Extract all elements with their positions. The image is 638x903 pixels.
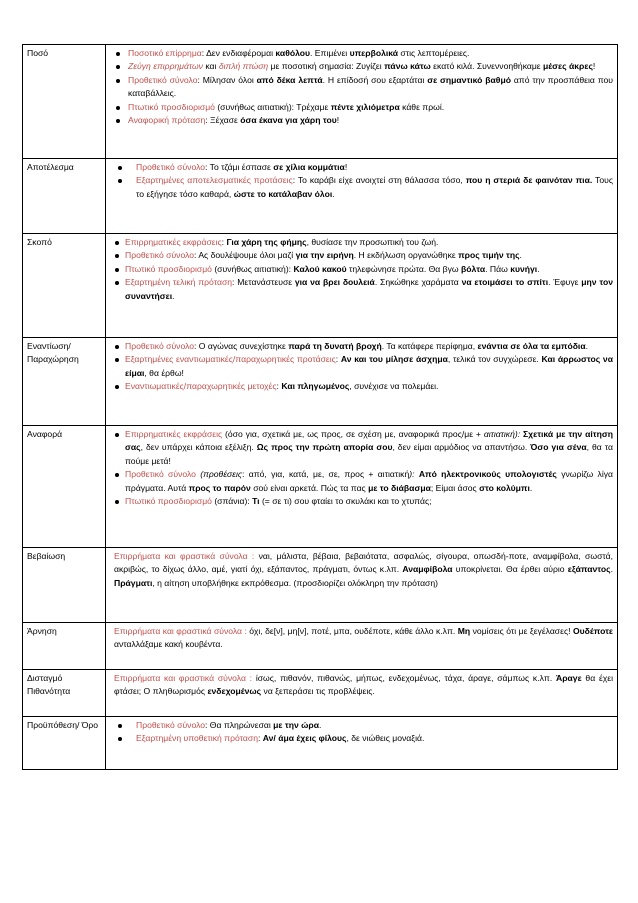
example-highlight: ενάντια σε όλα τα εμπόδια — [477, 341, 586, 351]
term-label: Επιρρήματα και φραστικά σύνολα : — [114, 673, 253, 683]
term-label: Εξαρτημένες εναντιωματικές/παραχωρητικές προτάσεις — [125, 354, 336, 365]
list-item — [114, 380, 613, 393]
term-label: Εξαρτημένη υποθετική πρόταση — [136, 733, 258, 744]
category-cell — [23, 623, 106, 670]
term-label: Πτωτικό προσδιορισμό — [125, 496, 212, 507]
example-highlight: όσα έκανα για χάρη του — [240, 115, 337, 126]
body-text: , συνέχισε να πολεμάει. — [349, 381, 439, 392]
content-cell — [106, 234, 618, 338]
term-label: Προθετικό σύνολο — [136, 720, 206, 730]
body-text: με ποσοτική σημασία: Ζυγίζει — [268, 61, 385, 72]
example-highlight: Αναμφίβολα — [402, 564, 453, 575]
bullet-list — [114, 340, 613, 394]
body-text: : — [257, 733, 263, 744]
term-label: Πτωτικό προσδιορισμό — [128, 101, 215, 112]
list-item — [114, 236, 613, 249]
body-text: ! — [336, 115, 340, 126]
note-text: αιτιατική): — [483, 429, 524, 439]
body-text: στις λεπτομέρειες. — [398, 48, 470, 58]
example-highlight: Μη — [457, 626, 471, 636]
term-label: Εξαρτημένες αποτελεσματικές προτάσεις — [136, 175, 293, 186]
list-item — [114, 732, 613, 745]
bullet-list — [114, 161, 613, 201]
body-text: : — [276, 381, 282, 392]
category-cell — [23, 548, 106, 623]
category-label: Άρνηση — [27, 626, 57, 636]
body-text: . — [519, 250, 522, 261]
content-cell — [106, 623, 618, 670]
category-cell — [23, 426, 106, 548]
body-text: και — [202, 61, 219, 72]
example-highlight: Πράγματι — [114, 577, 153, 588]
term-label: Εναντιωματικές/παραχωρητικές μετοχές — [125, 381, 277, 392]
example-highlight: Σχετικά με την αίτηση σας — [125, 429, 613, 453]
example-highlight: Για χάρη της φήμης — [226, 237, 307, 247]
content-paragraph — [114, 672, 613, 699]
body-text: . — [172, 290, 175, 301]
body-text: υποκρίνεται. Θα έρθει αύριο — [452, 564, 568, 575]
term-label: Αναφορική πρόταση — [128, 115, 206, 126]
category-cell — [23, 717, 106, 770]
body-text: . Έφυγε — [548, 277, 582, 288]
body-text: Τους το εξήγησε τόσο καθαρά, — [136, 175, 613, 199]
term-label: Επιρρηματικές εκφράσεις — [125, 429, 223, 439]
example-highlight: προς το παρόν — [188, 482, 251, 493]
example-highlight: Και άρρωστος να είμαι — [125, 354, 613, 378]
list-item — [114, 428, 613, 468]
list-item — [114, 353, 613, 380]
example-highlight: με το διάβασμα — [368, 482, 431, 493]
body-text: (συνήθως αιτιατική): — [211, 263, 294, 274]
list-item — [114, 74, 613, 101]
category-label: Βεβαίωση — [27, 551, 66, 561]
term-label: Επιρρηματικές εκφράσεις — [125, 237, 222, 247]
body-text: : Ας δουλέψουμε όλοι μαζί — [194, 250, 296, 261]
body-text: τηλεφώνησε πρώτα. Θα βγω — [346, 263, 461, 274]
body-text: , θα έρθω! — [144, 367, 184, 378]
body-text: , δεν υπάρχει κάποια εξέλιξη. — [140, 442, 257, 453]
list-item — [114, 719, 613, 732]
body-text: να ξεπεράσει τις προβλέψεις. — [261, 686, 375, 697]
example-highlight: Καλού κακού — [293, 263, 347, 274]
example-highlight: ενδεχομένως — [207, 686, 262, 697]
example-highlight: προς τιμήν της — [458, 250, 520, 261]
category-cell — [23, 45, 106, 159]
term-label: Πτωτικό προσδιορισμό — [125, 263, 212, 274]
body-text: : Θα πληρώνεσαι — [205, 720, 274, 730]
table-body — [23, 45, 618, 770]
bullet-list — [114, 47, 613, 127]
example-highlight: εξάπαντος — [567, 564, 611, 575]
example-highlight: υπερβολικά — [349, 48, 399, 58]
table-row — [23, 159, 618, 234]
table-row — [23, 45, 618, 159]
usage-table — [22, 44, 618, 770]
category-cell — [23, 159, 106, 234]
example-highlight: Αν και του μίλησε άσχημα — [340, 354, 448, 365]
content-cell — [106, 159, 618, 234]
table-row — [23, 548, 618, 623]
example-highlight: Ως προς την πρώτη απορία σου — [256, 442, 393, 453]
content-paragraph — [114, 625, 613, 652]
example-highlight: Άραγε — [555, 673, 582, 683]
body-text: . Σηκώθηκε χαράματα — [374, 277, 462, 288]
list-item — [114, 161, 613, 174]
body-text: (= σε τι) σου φταίει το σκυλάκι και το χτυπάς; — [259, 496, 432, 507]
list-item — [114, 276, 613, 303]
bullet-list — [114, 719, 613, 746]
term-label: Προθετικό σύνολο — [125, 250, 195, 261]
example-highlight: Ουδέποτε — [572, 626, 613, 636]
body-text: ίσως, πιθανόν, πιθανώς, μήπως, ενδεχομένως, τάχα, άραγε, σάμπως κ.λπ. — [252, 673, 556, 683]
body-text: : Μίλησαν όλοι — [197, 74, 257, 85]
list-item — [114, 101, 613, 114]
body-text: σού είναι αρκετά. Πώς τα πας — [250, 482, 369, 493]
body-text: . Τα κατάφερε περίφημα, — [381, 341, 478, 351]
category-label: Σκοπό — [27, 237, 52, 247]
body-text: εκατό κιλά. Συνεννοηθήκαμε — [430, 61, 544, 72]
body-text: : Το καράβι είχε ανοιχτεί στη θάλασσα τόσο, — [292, 175, 466, 186]
category-label: Αναφορά — [27, 429, 63, 439]
content-cell — [106, 45, 618, 159]
content-cell — [106, 338, 618, 426]
table-row — [23, 234, 618, 338]
table-row — [23, 426, 618, 548]
list-item — [114, 495, 613, 508]
body-text: ; Είμαι άσος — [430, 482, 480, 493]
body-text: . Επιμένει — [310, 48, 350, 58]
body-text: : από, για, κατά, με, σε, προς + αιτιατική — [242, 469, 410, 480]
content-cell — [106, 426, 618, 548]
body-text: : Ο αγώνας συνεχίστηκε — [194, 341, 289, 351]
example-highlight: Και πληγωμένος — [281, 381, 350, 392]
example-highlight: για την ειρήνη — [295, 250, 354, 261]
body-text: από την προσπάθεια που καταβάλλεις. — [128, 74, 613, 99]
term-label: Εξαρτημένη τελική πρόταση — [125, 277, 233, 288]
example-highlight: για να βρει δουλειά — [294, 277, 375, 288]
body-text: . Η επίδοσή σου εξαρτάται — [322, 74, 428, 85]
note-text: (προθέσεις — [195, 469, 243, 480]
body-text: ! — [592, 61, 596, 72]
example-highlight: να ετοιμάσει το σπίτι — [461, 277, 549, 288]
list-item — [114, 114, 613, 127]
example-highlight: Όσο για σένα — [530, 442, 587, 453]
category-cell — [23, 670, 106, 717]
example-highlight: πέντε χιλιόμετρα — [330, 101, 400, 112]
bullet-list — [114, 428, 613, 508]
content-cell — [106, 670, 618, 717]
body-text: νομίσεις ότι με ξεγέλασες! — [470, 626, 573, 636]
term-label: Ζεύγη επιρρημάτων — [128, 61, 203, 72]
body-text: . Πάω — [485, 263, 511, 274]
term-label: Προθετικό σύνολο — [136, 162, 206, 172]
body-text: (συνήθως αιτιατική): Τρέχαμε — [214, 101, 331, 112]
category-cell — [23, 338, 106, 426]
note-text: ): — [409, 469, 419, 480]
list-item — [114, 249, 613, 262]
example-highlight: μέσες άκρες — [543, 61, 593, 72]
term-label: Επιρρήματα και φραστικά σύνολα : — [114, 551, 255, 561]
example-highlight: καθόλου — [275, 48, 311, 58]
category-label: Αποτέλεσμα — [27, 162, 74, 172]
category-label: Προϋπόθεση/ Όρο — [27, 720, 99, 730]
body-text: (σπάνια): — [211, 496, 253, 507]
body-text: : Το τζάμι έσπασε — [205, 162, 274, 172]
body-text: : Μετανάστευσε — [232, 277, 295, 288]
category-label: Εναντίωση/ Παραχώρηση — [27, 341, 79, 365]
example-highlight: πάνω κάτω — [384, 61, 431, 72]
table-row — [23, 717, 618, 770]
body-text: . — [585, 341, 588, 351]
body-text: όχι, δε[ν], μη[ν], ποτέ, μπα, ουδέποτε, κάθε άλλο κ.λπ. — [246, 626, 458, 636]
term-label: Προθετικό σύνολο — [125, 341, 195, 351]
body-text: . Η εκδήλωση οργανώθηκε — [353, 250, 459, 261]
body-text: , τελικά τον συγχώρεσε. — [447, 354, 542, 365]
document-page — [22, 44, 618, 770]
body-text: , θυσίασε την προσωπική του ζωή. — [306, 237, 439, 247]
term-label: Επιρρήματα και φραστικά σύνολα : — [114, 626, 247, 636]
list-item — [114, 174, 613, 201]
body-text: . — [318, 720, 322, 730]
term-label: διπλή πτώση — [218, 61, 269, 72]
body-text: ανταλλάξαμε κακή κουβέντα. — [114, 639, 223, 650]
body-text: ! — [344, 162, 348, 172]
category-label: Ποσό — [27, 48, 49, 58]
body-text: , θα τα πούμε μετά! — [125, 442, 613, 466]
body-text: γνωρίζω λίγα πράγματα. Αυτά — [125, 469, 613, 493]
table-row — [23, 623, 618, 670]
category-label: Δισταγμό Πιθανότητα — [27, 673, 71, 697]
body-text: . — [537, 263, 540, 274]
body-text: : — [335, 354, 341, 365]
category-cell — [23, 234, 106, 338]
example-highlight: Αν/ άμα έχεις φίλους — [262, 733, 347, 744]
example-highlight: με την ώρα — [273, 720, 319, 730]
list-item — [114, 340, 613, 353]
body-text: : Ξέχασε — [205, 115, 241, 126]
content-cell — [106, 717, 618, 770]
list-item — [114, 60, 613, 73]
list-item — [114, 47, 613, 60]
example-highlight: σε χίλια κομμάτια — [273, 162, 345, 172]
list-item — [114, 468, 613, 495]
bullet-list — [114, 236, 613, 303]
body-text: ναι, μάλιστα, βέβαια, βεβαιότατα, ασφαλώς, σίγουρα, οπωσδή-ποτε, αναμφίβολα, σωστά, ακριβώς, το δίχως άλλο, αμέ, γιατί όχι, εξάπαντος, πράγματι, όντως κ.λπ. — [114, 551, 613, 575]
body-text: : Δεν ενδιαφέρομαι — [201, 48, 276, 58]
content-paragraph — [114, 550, 613, 590]
body-text: , δεν είμαι αρμόδιος να απαντήσω. — [392, 442, 531, 453]
table-row — [23, 670, 618, 717]
example-highlight: στο κολύμπι — [479, 482, 530, 493]
body-text: θα έχει φτάσει; Ο πληθωρισμός — [114, 673, 614, 697]
content-cell — [106, 548, 618, 623]
example-highlight: βόλτα — [460, 263, 486, 274]
example-highlight: από δέκα λεπτά — [256, 74, 323, 85]
body-text: , η αίτηση υποβλήθηκε εκπρόθεσμα. (προσδιορίζει ολόκληρη την πρόταση) — [152, 577, 439, 588]
example-highlight: σε σημαντικό βαθμό — [427, 74, 511, 85]
example-highlight: που η στεριά δε φαινόταν πια. — [465, 175, 593, 186]
example-highlight: κυνήγι — [510, 263, 538, 274]
body-text: (όσο για, σχετικά με, ως προς, σε σχέση με, αναφορικά προς/με + — [222, 429, 484, 439]
term-label: Προθετικό σύνολο — [125, 469, 196, 480]
body-text: . — [529, 482, 533, 493]
example-highlight: μην τον συναντήσει — [125, 277, 613, 301]
list-item — [114, 263, 613, 276]
term-label: Προθετικό σύνολο — [128, 74, 198, 85]
body-text: : — [221, 237, 227, 247]
table-row — [23, 338, 618, 426]
body-text: . — [332, 188, 335, 199]
example-highlight: ώστε το κατάλαβαν όλοι — [233, 188, 333, 199]
body-text: κάθε πρωί. — [399, 101, 445, 112]
body-text: . — [610, 564, 613, 575]
term-label: Ποσοτικό επίρρημα — [128, 48, 202, 58]
example-highlight: Τι — [252, 496, 260, 507]
body-text: , δε νιώθεις μοναξιά. — [346, 733, 425, 744]
example-highlight: Από ηλεκτρονικούς υπολογιστές — [418, 469, 557, 480]
example-highlight: παρά τη δυνατή βροχή — [288, 341, 382, 351]
